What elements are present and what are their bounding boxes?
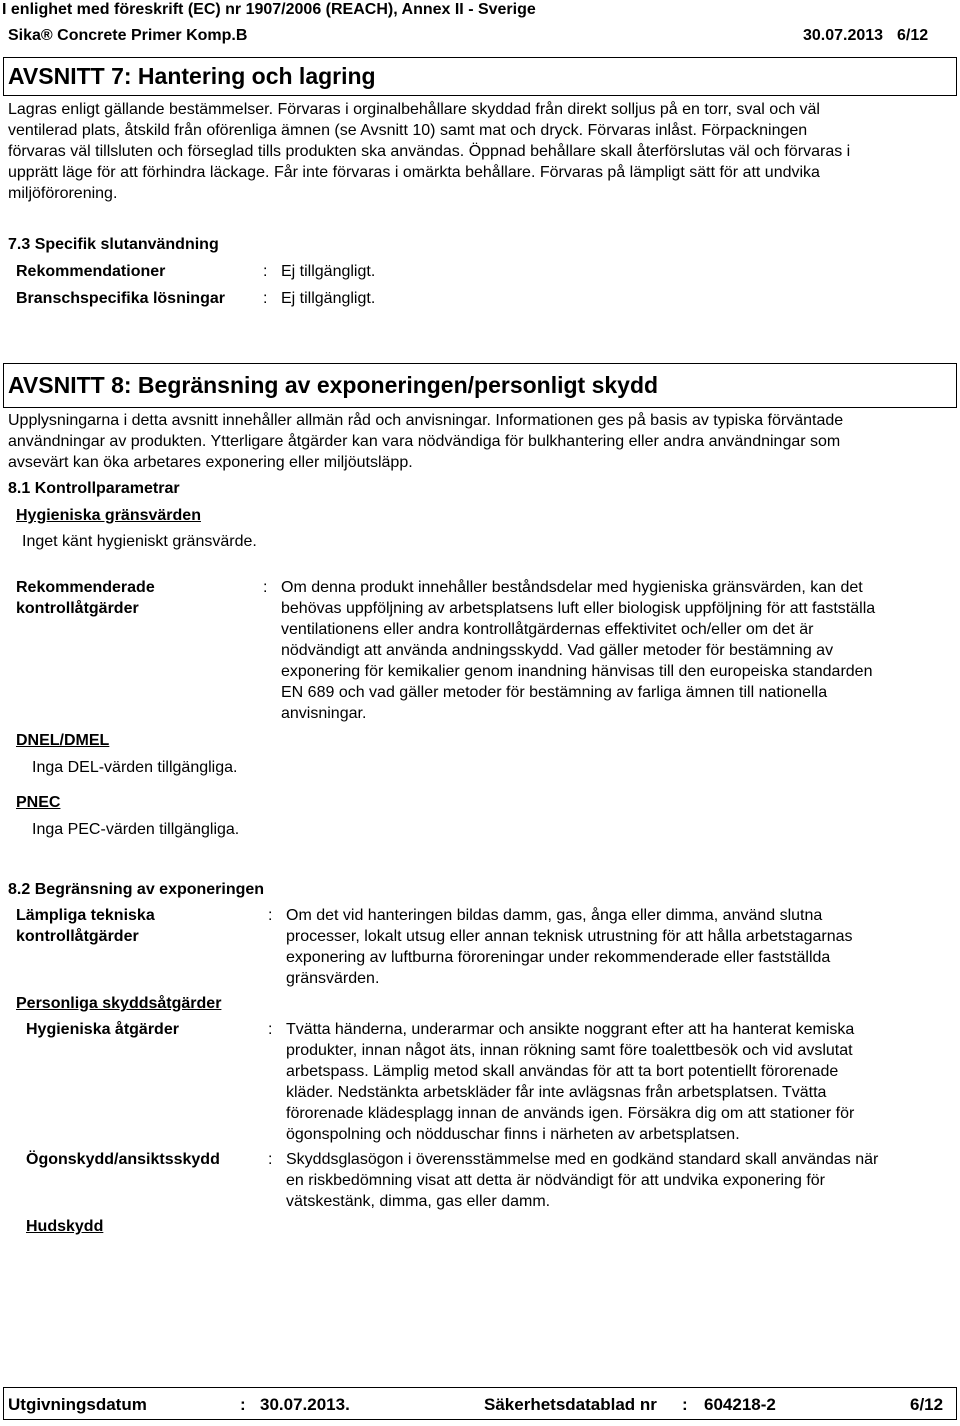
subsection-7-3-heading: 7.3 Specifik slutanvändning [8, 236, 219, 253]
value-line: kläder. Nedstänkta arbetskläder får inte avlägsnas från arbetsplatsen. Tvätta [286, 1084, 827, 1101]
intro-line: Upplysningarna i detta avsnitt innehåller allmän råd och anvisningar. Informationen ges på basis av typiska förväntade [8, 412, 844, 429]
value-line: processer, lokalt utsug eller annan teknisk utrustning för att hålla arbetstagarnas [286, 928, 853, 945]
issue-date-value: 30.07.2013. [260, 1395, 350, 1414]
paragraph-line: ventilerad plats, åtskild från oförenliga ämnen (se Avsnitt 10) samt mat och dryck. Förvaras inlåst. Förpackningen [8, 122, 808, 139]
recommendations-label: Rekommendationer [16, 263, 166, 280]
pnec-heading: PNEC [16, 794, 61, 811]
header-date: 30.07.2013 [803, 27, 884, 44]
sector-solutions-value: Ej tillgängligt. [281, 290, 376, 307]
hygienic-limits-text: Inget känt hygieniskt gränsvärde. [22, 533, 257, 550]
paragraph-line: miljöförorening. [8, 185, 118, 202]
colon: : [240, 1395, 246, 1414]
value-line: ventilationens eller andra kontrollåtgärdernas effektivitet och/eller om det är [281, 621, 814, 638]
value-line: Om denna produkt innehåller beståndsdelar med hygieniska gränsvärden, kan det [281, 579, 863, 596]
technical-controls-value [286, 905, 853, 989]
value-line: förorenade klädesplagg innan de används igen. Försäkra dig om att stationer för [286, 1105, 855, 1122]
value-line: ögonspolning och nödduschar finns i närheten av arbetsplatsen. [286, 1126, 740, 1143]
value-line: vätskestänk, dimma, gas eller damm. [286, 1193, 551, 1210]
dnel-text: Inga DEL-värden tillgängliga. [32, 759, 238, 776]
pnec-text: Inga PEC-värden tillgängliga. [32, 821, 240, 838]
footer-page: 6/12 [910, 1395, 944, 1414]
value-line: arbetspass. Lämplig metod skall användas för att ta bort potentiellt förorenade [286, 1063, 839, 1080]
value-line: Tvätta händerna, underarmar och ansikte noggrant efter att ha hanterat kemiska [286, 1021, 855, 1038]
paragraph-line: upprätt läge för att förhindra läckage. Får inte förvaras i omärkta behållare. Förvaras på lämpligt sätt för att undvika [8, 164, 820, 181]
value-line: nödvändigt att använda andningsskydd. Vad gäller metoder för bestämning av [281, 642, 834, 659]
page-footer [3, 1387, 957, 1420]
colon: : [263, 263, 268, 280]
sds-number-value: 604218-2 [704, 1395, 776, 1414]
value-line: anvisningar. [281, 705, 367, 722]
section-7-title: AVSNITT 7: Hantering och lagring [3, 57, 957, 96]
subsection-8-1-heading: 8.1 Kontrollparametrar [8, 480, 180, 497]
subsection-8-2-heading: 8.2 Begränsning av exponeringen [8, 881, 265, 898]
label-line: kontrollåtgärder [16, 928, 139, 945]
colon: : [263, 290, 268, 307]
intro-line: användningar av produkten. Ytterligare åtgärder kan vara nödvändiga för bulkhantering eller andra användningar som [8, 433, 841, 450]
value-line: produkter, innan något äts, innan rökning samt före toalettbesök och vid avslutat [286, 1042, 853, 1059]
regulation-header: I enlighet med föreskrift (EC) nr 1907/2006 (REACH), Annex II - Sverige [2, 1, 536, 18]
product-name: Sika® Concrete Primer Komp.B [8, 27, 248, 44]
value-line: exponering av luftburna föroreningar under rekommenderade eller fastställda [286, 949, 831, 966]
hygienic-limits-heading: Hygieniska gränsvärden [16, 507, 201, 524]
label-line: Rekommenderade [16, 579, 155, 596]
colon: : [268, 1021, 273, 1038]
colon: : [263, 579, 268, 596]
colon: : [268, 1151, 273, 1168]
eye-protection-value [286, 1149, 878, 1212]
colon: : [268, 907, 273, 924]
value-line: gränsvärden. [286, 970, 380, 987]
recommended-controls-label [16, 577, 155, 619]
ppe-heading: Personliga skyddsåtgärder [16, 995, 222, 1012]
value-line: EN 689 och vad gäller metoder för bestämning av farliga ämnen till nationella [281, 684, 828, 701]
label-line: kontrollåtgärder [16, 600, 139, 617]
paragraph-line: Lagras enligt gällande bestämmelser. Förvaras i orginalbehållare skyddad från direkt solljus på en torr, sval och väl [8, 101, 820, 118]
sector-solutions-label: Branschspecifika lösningar [16, 290, 225, 307]
section-8-intro [8, 410, 843, 473]
eye-protection-label: Ögonskydd/ansiktsskydd [26, 1151, 220, 1168]
hygiene-measures-label: Hygieniska åtgärder [26, 1021, 179, 1038]
intro-line: avsevärt kan öka arbetares exponering eller miljöutsläpp. [8, 454, 413, 471]
value-line: behövas uppföljning av arbetsplatsens luft eller biologisk uppföljning för att fastställa [281, 600, 876, 617]
hygiene-measures-value [286, 1019, 854, 1145]
label-line: Lämpliga tekniska [16, 907, 155, 924]
section-7-paragraph [8, 99, 850, 204]
paragraph-line: förvaras väl tillsluten och förseglad tills produkten ska användas. Öppnad behållare skall återförslutas väl och förvaras i [8, 143, 851, 160]
section-8-title: AVSNITT 8: Begränsning av exponeringen/personligt skydd [3, 363, 957, 408]
issue-date-label: Utgivningsdatum [8, 1395, 147, 1414]
technical-controls-label [16, 905, 155, 947]
recommendations-value: Ej tillgängligt. [281, 263, 376, 280]
value-line: Skyddsglasögon i överensstämmelse med en godkänd standard skall användas när [286, 1151, 879, 1168]
recommended-controls-value [281, 577, 875, 724]
value-line: exponering för kemikalier genom inandning hänvisas till den europeiska standarden [281, 663, 873, 680]
value-line: Om det vid hanteringen bildas damm, gas, ånga eller dimma, använd slutna [286, 907, 823, 924]
value-line: en riskbedömning visat att detta är nödvändigt för att undvika exponering för [286, 1172, 825, 1189]
skin-protection-heading: Hudskydd [26, 1218, 104, 1235]
sds-number-label: Säkerhetsdatablad nr [484, 1395, 657, 1414]
colon: : [682, 1395, 688, 1414]
header-page: 6/12 [897, 27, 929, 44]
dnel-heading: DNEL/DMEL [16, 732, 110, 749]
